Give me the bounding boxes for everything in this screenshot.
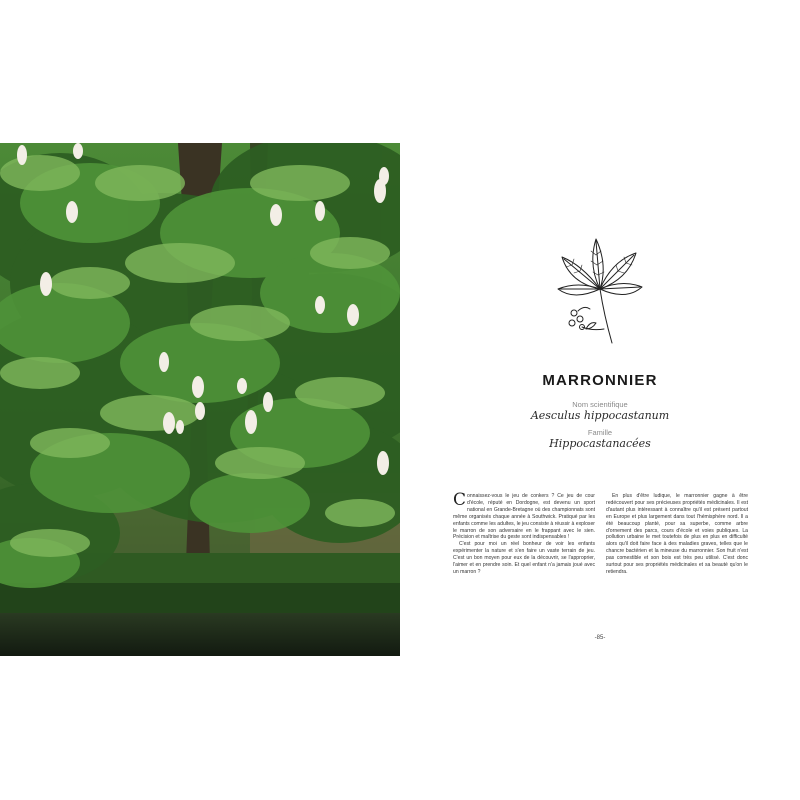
family-name: Hippocastanacées xyxy=(549,437,651,450)
paragraph: En plus d'être ludique, le marronnier gagne à être redécouvert pour ses précieuses propriétés médicinales. Il est d'autant plus intéressant à connaître qu'il est présent partout en Europe et plus largement dans tout l'hémisphère nord. Il a été beaucoup planté, pour sa superbe, comme arbre d'ornement des parcs, cours d'école et voies publiques. La pollution urbaine le met toutefois de plus en plus en difficulté alors qu'il doit faire face à des maladies graves, telles que le chancre bactérien et la mineuse du marronnier. Son fruit n'est pas comestible et son bois est très peu utilisé. C'est donc surtout pour ses propriétés médicinales et sa beauté qu'on le retiendra. xyxy=(606,493,748,575)
horse-chestnut-leaf-icon xyxy=(556,235,644,347)
page-title: MARRONNIER xyxy=(542,372,658,389)
text-column-left xyxy=(453,490,595,576)
paragraph: C'est pour moi un réel bonheur de voir les enfants expérimenter la nature et s'en faire un vaste terrain de jeu. C'est un bon moyen pour eux de la découvrir, se l'approprier, l'aimer et en prendre soin. Et quel enfant n'a jamais joué avec un marron ? xyxy=(453,541,595,575)
text-page xyxy=(400,143,800,656)
family-label: Famille xyxy=(587,428,613,437)
drop-cap: C xyxy=(453,490,467,510)
page-number: -85- xyxy=(594,635,606,641)
paragraph xyxy=(453,490,595,541)
scientific-name: Aesculus hippocastanum xyxy=(530,409,670,422)
tree-photo xyxy=(0,143,400,656)
paragraph-text: onnaissez-vous le jeu de conkers ? Ce jeu de cour d'école, réputé en Dordogne, est devenu un sport national en Grande-Bretagne où des championnats sont même organisés chaque année à Southwick. Pratiqué par les enfants comme les adultes, le jeu consiste à réussir à exploser le marron de son adversaire en le frappant avec le sien. Précision et maîtrise du geste sont indispensables ! xyxy=(453,493,595,541)
tree-photo-illustration xyxy=(0,143,400,656)
scientific-name-label: Nom scientifique xyxy=(572,400,628,409)
text-column-right xyxy=(606,493,748,576)
